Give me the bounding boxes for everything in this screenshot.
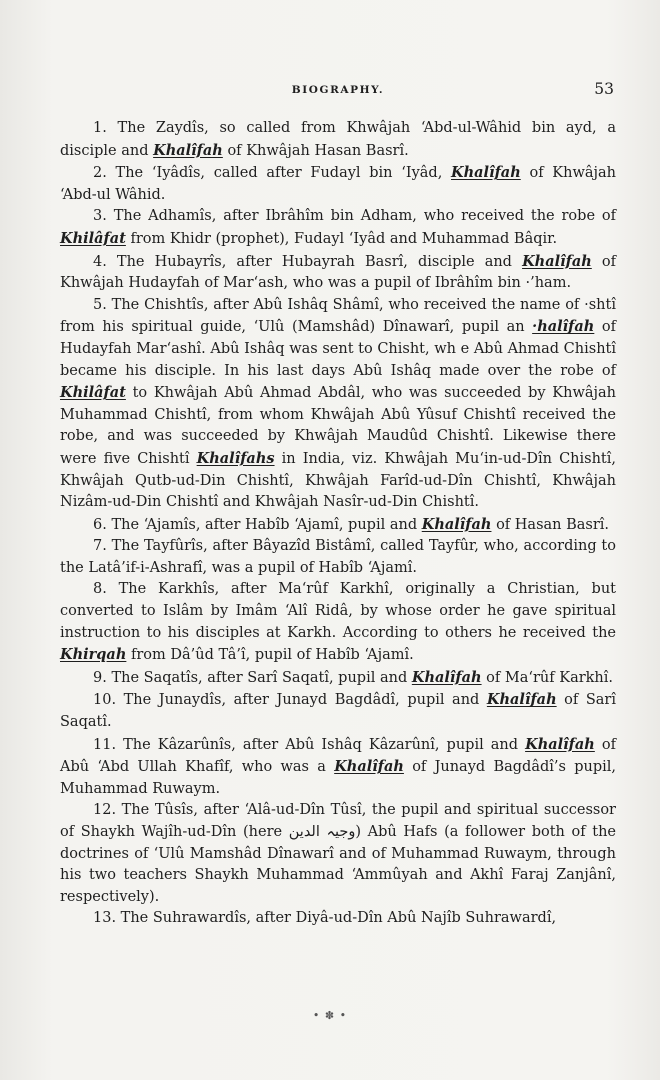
entry-text: 2. The ‘Iyâdîs, called after Fudayl bin ‘Iyâd, [93,165,452,182]
entry-text: of Ma‘rûf Karkhî. [481,669,614,686]
entry-1 [60,118,616,162]
entry-text: in India, viz. Khwâjah Mu‘in-ud-Dîn Chishtî, Khwâjah Qutb-ud-Din Chishtî, Khwâjah Farîd-ud-Dîn Chishtî, Khwâjah Nizâm-ud-Din Chishtî and Khwâjah Nasîr-ud-Din Chishtî. [60,450,617,511]
page-number: 53 [594,80,614,98]
entry-text: 7. The Tayfûrîs, after Bâyazîd Bistâmî, called Tayfûr, who, according to the Latâ’if-i-Ashrafî, was a pupil of Habîb ‘Ajamî. [60,538,616,576]
entry-text: 8. The Karkhîs, after Ma‘rûf Karkhî, originally a Christian, but converted to Islâm by Imâm ‘Alî Ridâ, by whose order he gave spiritual instruction to his disciples at Karkh. According to others he received the [60,581,616,641]
entry-text: from Khidr (prophet), Fudayl ‘Iyâd and Muhammad Bâqir. [125,230,558,247]
entry-text: of Hudayfah Mar‘ashî. Abû Ishâq was sent to Chisht, wh e Abû Ahmad Chishtî became his disciple. In his last days Abû Ishâq made over the robe of [60,319,616,379]
italic-term: Khalîfahs [196,449,275,467]
entry-text: 13. The Suhrawardîs, after Diyâ-ud-Dîn Abû Najîb Suhrawardî, [93,910,557,927]
running-title: BIOGRAPHY. [291,84,385,96]
entry-text: 3. The Adhamîs, after Ibrâhîm bin Adham, who received the robe of [93,208,616,225]
entry-text: from Dâ’ûd Tâ’î, pupil of Habîb ‘Ajamî. [126,647,414,664]
italic-term: Khalîfah [525,735,595,753]
entry-list [60,118,616,930]
italic-term: Khilâfat [60,229,126,247]
entry-6 [60,514,616,537]
entry-11 [60,734,616,801]
entry-text: of Hasan Basrî. [491,516,610,533]
italic-term: Khalîfah [522,252,592,270]
entry-text: to Khwâjah Abû Ahmad Abdâl, who was succeeded by Khwâjah Muhammad Chishtî, from whom Khwâjah Abû Yûsuf Chishtî received the robe, and was succeeded by Khwâjah Maudûd Chishtî. Likewise there were five Chishtî [60,385,616,467]
italic-term: Khalîfah [334,758,404,776]
entry-8 [60,579,616,666]
italic-term: Khilâfat [60,384,126,402]
entry-13 [60,908,616,930]
entry-5 [60,295,616,514]
entry-text: of Abû ‘Abd Ullah Khafîf, who was a [60,736,616,776]
entry-text: of Khwâjah Hasan Basrî. [222,142,409,159]
entry-text: of Sarî Saqatî. [60,692,616,731]
entry-2 [60,162,616,206]
entry-text: of Khwâjah ‘Abd-ul Wâhid. [60,165,616,203]
italic-term: Khalîfah [451,164,521,182]
entry-text: 6. The ‘Ajamîs, after Habîb ‘Ajamî, pupil and [93,516,422,533]
entry-text: 10. The Junaydîs, after Junayd Bagdâdî, pupil and [93,692,487,709]
entry-9 [60,667,616,690]
entry-3 [60,206,616,250]
entry-10 [60,689,616,733]
entry-12 [60,800,616,908]
italic-term: Khalîfah [421,515,492,533]
entry-text: 1. The Zaydîs, so called from Khwâjah ‘Abd-ul-Wâhid bin ayd, a disciple and [60,120,616,159]
entry-text: of Khwâjah Hudayfah of Mar‘ash, who was a pupil of Ibrâhîm bin ·’ham. [60,253,616,292]
running-head [60,78,616,108]
italic-term: Khalîfah [486,691,557,709]
entry-text: 4. The Hubayrîs, after Hubayrah Basrî, disciple and [93,253,523,270]
italic-term: Khirqah [60,646,127,664]
entry-text: 5. The Chishtîs, after Abû Ishâq Shâmî, who received the name of ·shtî from his spiritual guide, ‘Ulû (Mamshâd) Dînawarî, pupil an [60,296,616,336]
entry-4 [60,251,616,295]
italic-term: Khalîfah [153,141,223,159]
entry-text: 11. The Kâzarûnîs, after Abû Ishâq Kâzarûnî, pupil and [93,736,526,753]
italic-term: Khalîfah [411,668,482,686]
entry-text: 9. The Saqatîs, after Sarî Saqatî, pupil and [93,669,412,686]
italic-term: ·halîfah [532,318,595,336]
entry-7 [60,536,616,579]
entry-text: 12. The Tûsîs, after ‘Alâ-ud-Dîn Tûsî, the pupil and spiritual successor of Shaykh Wajîh-ud-Dîn (here وجیہ الدین) Abû Hafs (a follower both of the doctrines of ‘Ulû Mamshâd Dînawarî and of Muhammad Ruwaym, through his two teachers Shaykh Muhammad ‘Ammûyah and Akhî Faraj Zanjânî, respectively). [60,802,616,905]
printer-ornament: • ✽ • [312,1009,348,1022]
entry-text: of Junayd Bagdâdî’s pupil, Muhammad Ruwaym. [60,759,616,797]
